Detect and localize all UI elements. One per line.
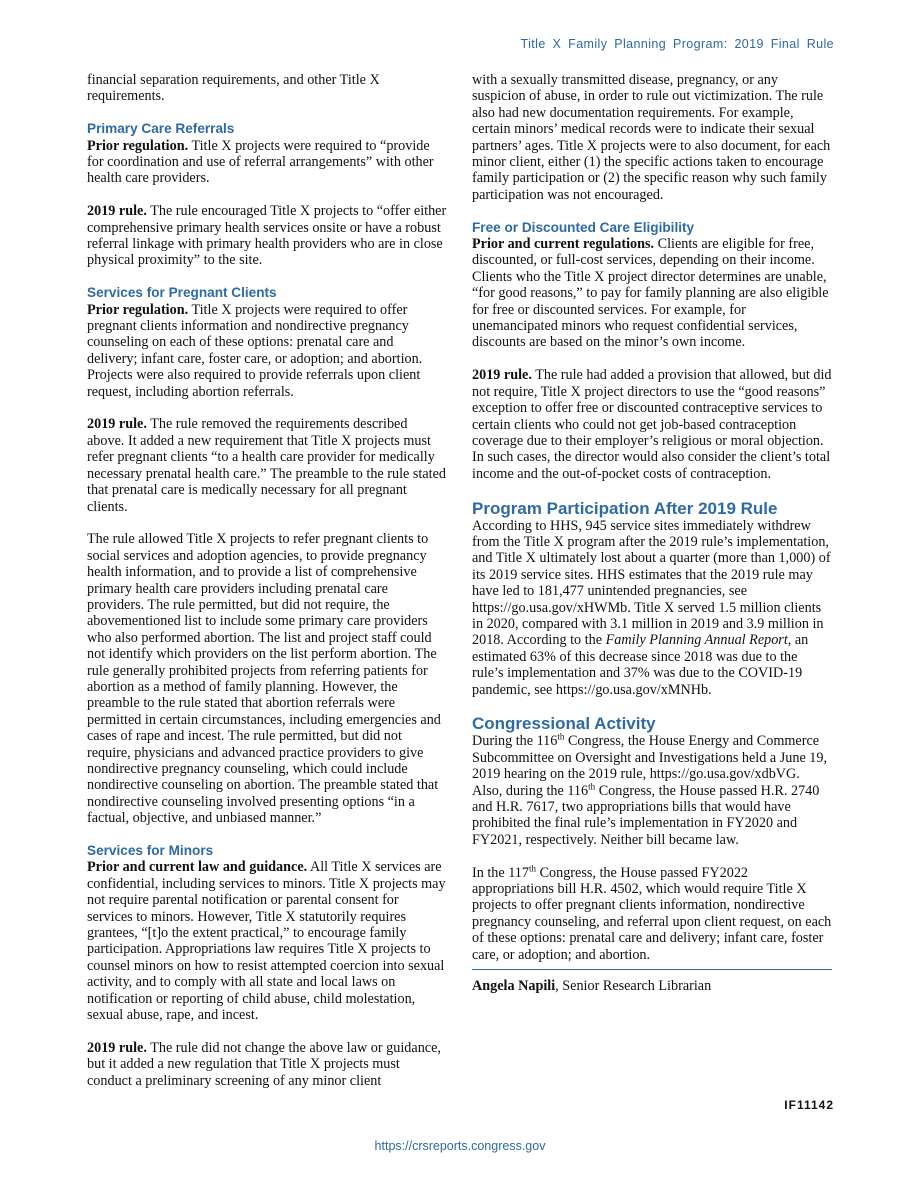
author-divider xyxy=(472,969,832,970)
continued-text: with a sexually transmitted disease, pregnancy, or any suspicion of abuse, in order to rule out victimization. The rule also had new documentation requirements. For example, certain minors’ medical records were to indicate their sexual partners’ ages. Title X projects were to also document, for each minor client, either (1) the specific actions taken to encourage family participation or (2) the specific reason why such family participation was not encouraged. xyxy=(472,72,831,203)
right-column xyxy=(472,72,832,994)
paragraph-text: The rule encouraged Title X projects to “offer either comprehensive primary health services onsite or have a robust referral linkage with primary health providers who are in close physical proximity” to the site. xyxy=(87,203,447,269)
services-for-minors-heading: Services for Minors xyxy=(87,843,214,858)
paragraph-lead: 2019 rule. xyxy=(87,1039,147,1056)
paragraph-text: In the 117 xyxy=(472,864,529,881)
paragraph-text: The rule had added a provision that allowed, but did not require, Title X project directors to use the “good reasons” exception to offer free or discounted contraceptive services to certain clients who could not get job-based contraception coverage due to their employer’s religious or moral objection. In such cases, the director would also consider the client’s total income and the out-of-pocket costs of contraception. xyxy=(472,367,832,482)
paragraph-lead: 2019 rule. xyxy=(87,203,147,220)
paragraph-text: The rule removed the requirements described above. It added a new requirement that Title X projects must refer pregnant clients “to a health care provider for medically necessary prenatal health care.” The preamble to the rule stated that prenatal care is medically necessary for all pregnant clients. xyxy=(87,416,446,515)
pregnant-rule-paragraph-2: The rule allowed Title X projects to refer pregnant clients to social services and adoption agencies, to provide pregnancy health information, and to provide a list of comprehensive primary health care providers including prenatal care providers. The rule permitted, but did not require, the abovementioned list to include some primary care providers who also performed abortion. The list and project staff could not identify which providers on the list perform abortion. The rule generally prohibited projects from referring patients for abortion as a method of family planning. However, the preamble to the rule stated that abortion referrals were permitted in certain circumstances, including emergencies and cases of rape and incest. The rule permitted, but did not require, physicians and advanced practice providers to give nondirective pregnancy counseling, which could include nondirective counseling on abortion. The preamble stated that nondirective counseling involved presenting options “in a factual, objective, and unbiased manner.” xyxy=(87,531,441,827)
pregnant-clients-heading: Services for Pregnant Clients xyxy=(87,285,277,301)
left-column xyxy=(87,72,447,1089)
congress-paragraph-1 xyxy=(472,733,832,848)
paragraph-text: Clients are eligible for free, discounted, or full-cost services, depending on their income. Clients who the Title X project director determines are unable, “for good reasons,” to pay for family planning are also eligible for free or discounted services. For example, for unemancipated minors who request confidential services, discounts are based on the minor’s own income. xyxy=(472,236,829,351)
free-discounted-care-heading: Free or Discounted Care Eligibility xyxy=(472,219,695,235)
participation-paragraph xyxy=(472,518,832,698)
continued-text: financial separation requirements, and other Title X requirements. xyxy=(87,72,380,105)
running-header: Title X Family Planning Program: 2019 Final Rule xyxy=(520,37,834,51)
paragraph-text: Congress, the House passed H.R. 2740 and H.R. 7617, two appropriations bills that would have prohibited the final rule’s implementation in FY2020 and FY2021, respectively. Neither bill became law. xyxy=(472,782,820,848)
footer-link[interactable]: https://crsreports.congress.gov xyxy=(374,1139,546,1153)
paragraph-lead: Prior and current regulations. xyxy=(472,236,655,253)
eligibility-rule-paragraph xyxy=(472,367,832,482)
paragraph-text: According to HHS, 945 service sites immediately withdrew from the Title X program after the 2019 rule’s implementation, and Title X ultimately lost about a quarter (more than 1,000) of its 2019 service sites. HHS estimates that the 2019 rule may have led to 181,477 unintended pregnancies, see https://go.usa.gov/xHWMb. Title X served 1.5 million clients in 2020, compared with 3.1 million in 2019 and 3.9 million in 2018. According to the xyxy=(472,517,831,649)
primary-care-referrals-heading: Primary Care Referrals xyxy=(87,121,235,137)
paragraph-text: , an estimated 63% of this decrease since 2018 was due to the rule’s implementation and 37% was due to the COVID-19 pandemic, see https://go.usa.gov/xMNHb. xyxy=(472,632,809,698)
author-title: , Senior Research Librarian xyxy=(555,978,712,995)
paragraph-text: Title X projects were required to offer pregnant clients information and nondirective pregnancy counseling on each of these options: prenatal care and delivery; infant care, foster care, or adoption; and abortion. Projects were also required to provide referrals upon client request, including abortion referrals. xyxy=(87,301,423,400)
paragraph-text: All Title X services are confidential, including services to minors. Title X projects may not require parental notification or parental consent for services to minors. However, Title X statutorily requires grantees, “[t]o the extent practical,” to encourage family participation. Appropriations law requires Title X projects to counsel minors on how to resist attempted coercion into sexual activity, and to comply with all state and local laws on notification or reporting of child abuse, child molestation, sexual abuse, rape, and incest. xyxy=(87,859,446,1024)
paragraph-text: Congress, the House Energy and Commerce Subcommittee on Oversight and Investigations held a June 19, 2019 hearing on the 2019 rule, https://go.usa.gov/xdbVG. Also, during the 116 xyxy=(472,733,828,799)
paragraph-lead: Prior regulation. xyxy=(87,137,189,154)
paragraph-text: Title X projects were required to “provide for coordination and use of referral arrangements” with other health care providers. xyxy=(87,137,434,187)
report-title: Family Planning Annual Report xyxy=(605,632,788,649)
paragraph-lead: 2019 rule. xyxy=(87,416,147,433)
paragraph-lead: Prior and current law and guidance. xyxy=(87,859,308,876)
paragraph-text: During the 116 xyxy=(472,733,558,750)
paragraph-text: Congress, the House passed FY2022 appropriations bill H.R. 4502, which would require Title X projects to offer pregnant clients information, nondirective pregnancy counseling, and referral upon client request, on each of these options: prenatal care and delivery; infant care, foster care, or adoption; and abortion. xyxy=(472,864,832,963)
ordinal-suffix: th xyxy=(557,731,565,742)
author-line xyxy=(472,978,832,994)
congressional-activity-heading: Congressional Activity xyxy=(472,714,656,734)
ordinal-suffix: th xyxy=(588,780,596,791)
document-number: IF11142 xyxy=(784,1098,834,1112)
ordinal-suffix: th xyxy=(529,862,537,873)
congress-paragraph-2 xyxy=(472,862,832,963)
primary-care-rule-paragraph xyxy=(87,203,447,269)
minors-prior-paragraph xyxy=(87,859,447,1023)
paragraph-lead: 2019 rule. xyxy=(472,367,532,384)
minors-rule-paragraph xyxy=(87,1040,447,1089)
paragraph-text: The rule did not change the above law or guidance, but it added a new regulation that Title X projects must conduct a preliminary screening of any minor client xyxy=(87,1039,441,1089)
eligibility-prior-paragraph xyxy=(472,236,832,351)
paragraph-lead: Prior regulation. xyxy=(87,301,189,318)
author-name: Angela Napili xyxy=(472,978,556,995)
pregnant-rule-paragraph xyxy=(87,416,447,514)
program-participation-heading: Program Participation After 2019 Rule xyxy=(472,498,778,518)
pregnant-prior-paragraph xyxy=(87,302,447,400)
primary-care-prior-paragraph xyxy=(87,138,447,187)
